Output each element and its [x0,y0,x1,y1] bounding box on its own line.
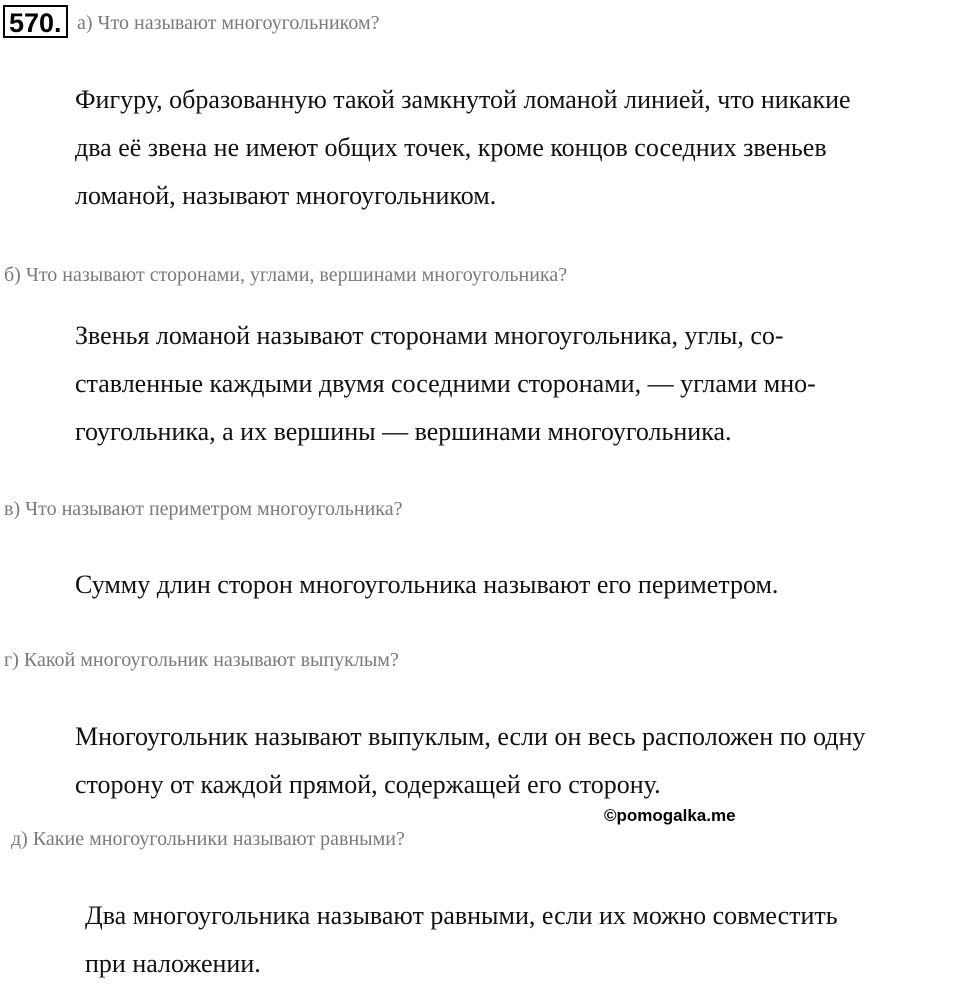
answer-line: сторону от каждой прямой, содержащей его сторону. [75,770,661,799]
answer-v [75,561,778,609]
exercise-number: 570. [3,5,68,38]
answer-line: при наложении. [85,949,261,978]
answer-line: Два многоугольника называют равными, если их можно совместить [85,901,838,930]
answer-line: Сумму длин сторон многоугольника называют его периметром. [75,570,779,599]
question-v: в) Что называют периметром многоугольника? [4,498,403,520]
question-a: а) Что называют многоугольником? [77,12,380,34]
watermark: ©pomogalka.me [604,806,736,825]
answer-line: ломаной, называют многоугольником. [75,181,497,210]
answer-d [85,892,838,988]
question-d: д) Какие многоугольники называют равными? [11,828,405,850]
answer-line: два её звена не имеют общих точек, кроме концов соседних звеньев [75,133,827,162]
answer-line: Многоугольник называют выпуклым, если он весь расположен по одну [75,722,866,751]
answer-line: Фигуру, образованную такой замкнутой ломаной линией, что никакие [75,85,851,114]
answer-b [75,312,816,456]
question-g: г) Какой многоугольник называют выпуклым? [4,649,399,671]
question-b: б) Что называют сторонами, углами, вершинами многоугольника? [4,264,568,286]
answer-line: Звенья ломаной называют сторонами многоугольника, углы, со- [75,321,784,350]
answer-line: гоугольника, а их вершины — вершинами многоугольника. [75,417,732,446]
answer-g [75,713,865,809]
answer-line: ставленные каждыми двумя соседними сторонами, — углами мно- [75,369,816,398]
answer-a [75,76,851,220]
